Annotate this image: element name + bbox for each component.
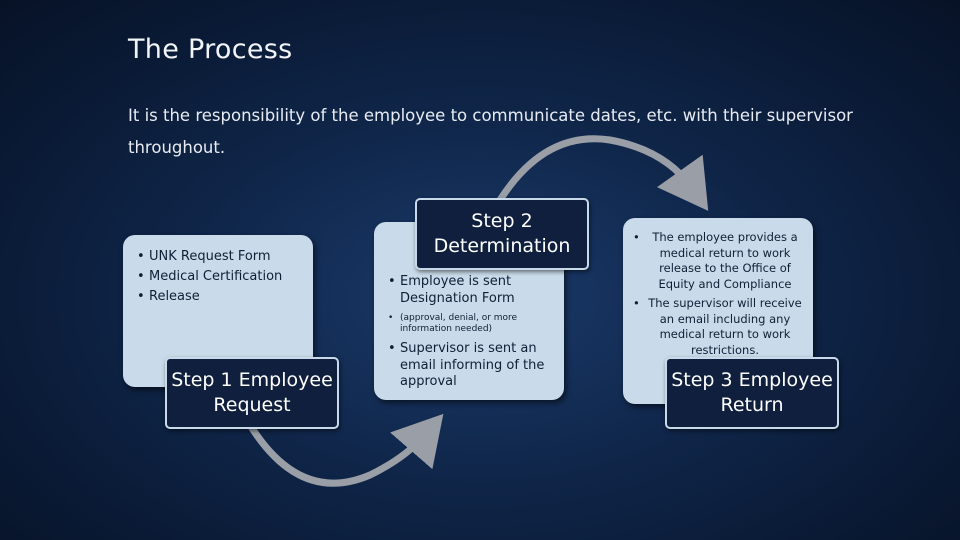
step1-bullet-list — [149, 247, 309, 307]
slide-subtitle: It is the responsibility of the employee to communicate dates, etc. with their supervisor throughout. — [128, 106, 853, 157]
step3-bullet-item: • The supervisor will receive an email including any medical return to work restrictions. — [645, 296, 805, 358]
step2-bullet-list — [400, 274, 555, 391]
step1-bullet-item: • Medical Certification — [149, 267, 309, 287]
step2-bullet-item: • Employee is sent Designation Form — [400, 274, 555, 307]
step1-label-line: Step 1 Employee — [171, 369, 333, 391]
step3-bullet-item: • The employee provides a medical return to work release to the Office of Equity and Compliance — [645, 230, 805, 292]
step3-label-line: Step 3 Employee — [671, 369, 833, 391]
step2-label-line: Step 2 — [471, 210, 533, 232]
arrow-step1-to-step2 — [250, 425, 425, 483]
step2-label-box — [415, 198, 589, 270]
step1-bullet-item: • Release — [149, 287, 309, 307]
step1-label-box — [165, 357, 339, 429]
step3-label-line: Return — [720, 394, 784, 416]
slide-title: The Process — [128, 34, 293, 65]
step3-bullet-list — [645, 230, 805, 358]
step1-label-line: Request — [213, 394, 291, 416]
step2-bullet-item: • Supervisor is sent an email informing of the approval — [400, 341, 555, 391]
step2-note: • (approval, denial, or more information needed) — [400, 313, 555, 335]
step2-label-line: Determination — [433, 235, 571, 257]
arrow-step2-to-step3 — [500, 139, 692, 200]
step1-bullet-item: • UNK Request Form — [149, 247, 309, 267]
step3-label-box — [665, 357, 839, 429]
